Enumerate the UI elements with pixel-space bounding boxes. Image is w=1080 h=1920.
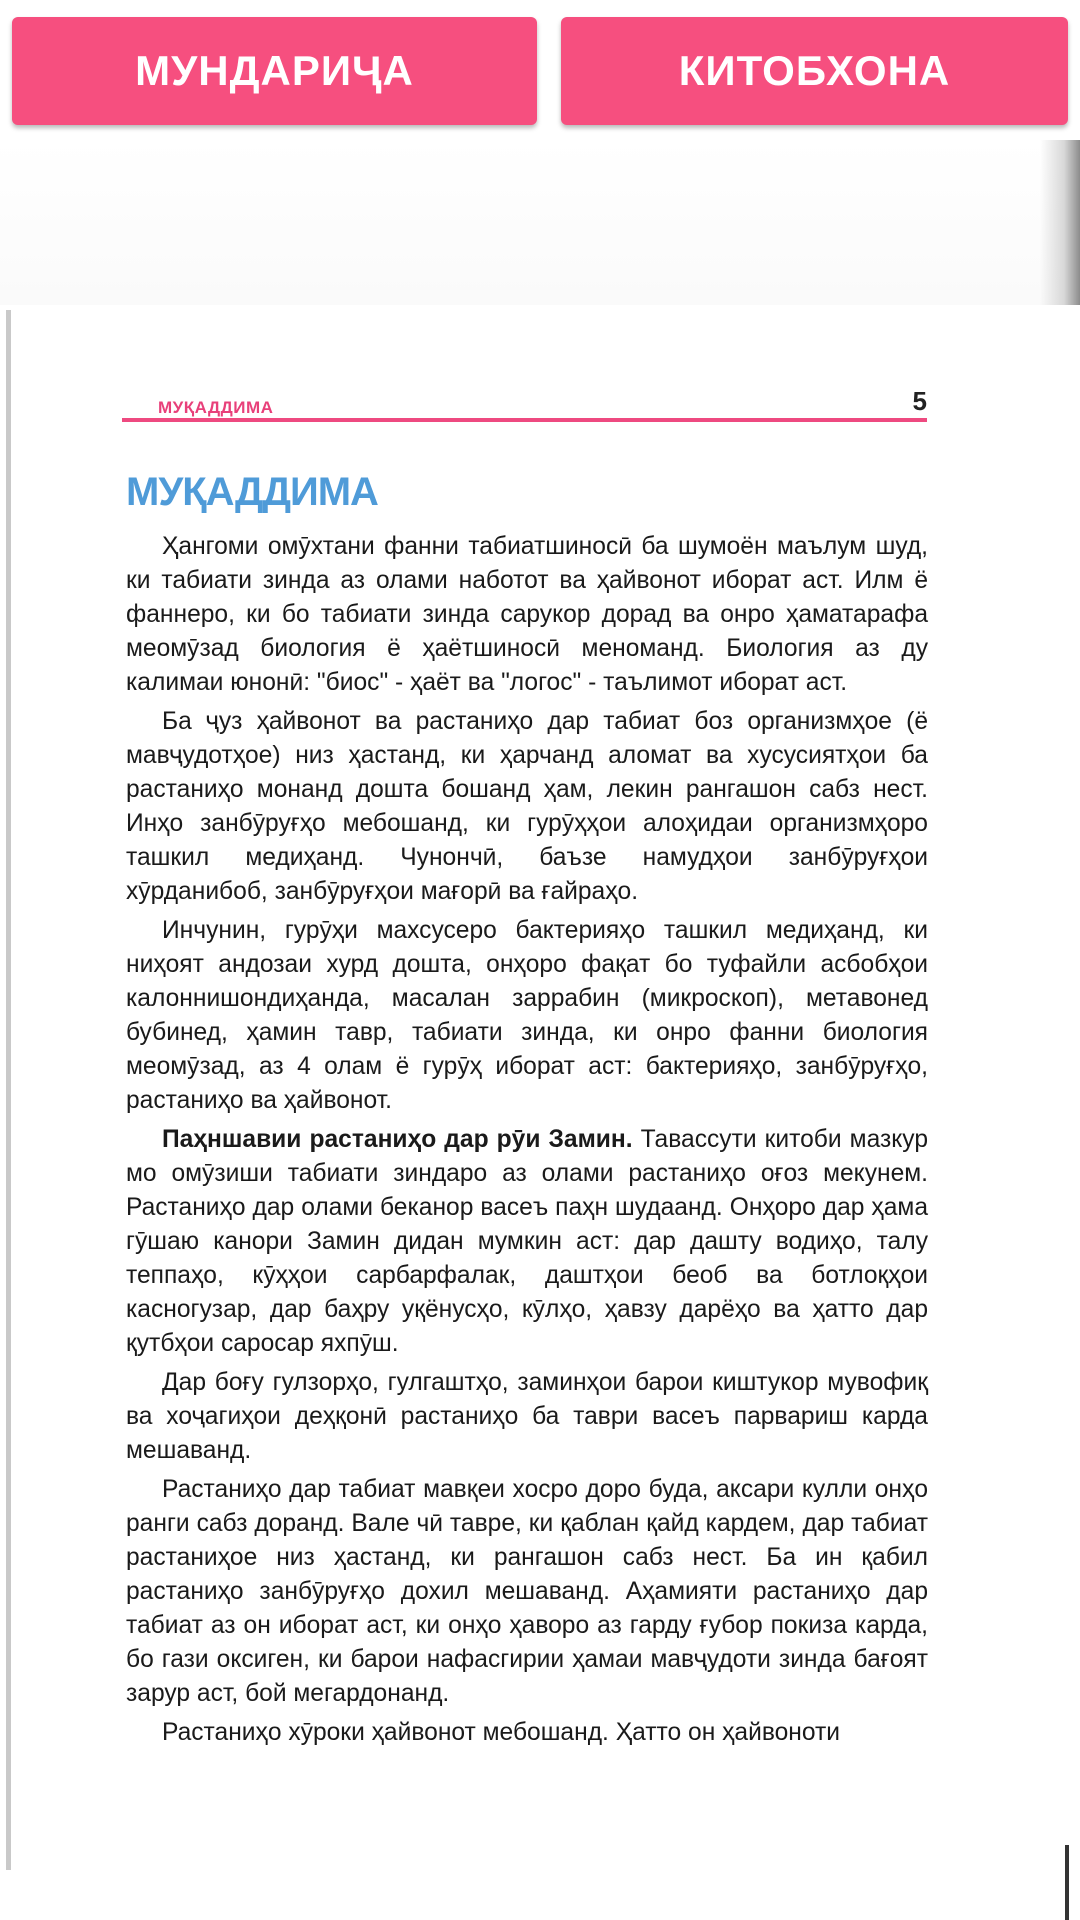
paragraph: Инчунин, гурӯҳи махсусеро бактерияҳо ташкил медиҳанд, ки ниҳоят андозаи хурд дошта, онҳоро фақат бо туфайли асбобҳои калоннишондиҳанда, масалан заррабин (микроскоп), метавонед бубинед, ҳамин тавр, табиати зинда, ки онро фанни биология меомӯзад, аз 4 олам ё гурӯҳ иборат аст: бактерияҳо, занбӯруғҳо, растаниҳо ва ҳайвонот.: [126, 917, 928, 1114]
paragraph: Ба ҷуз ҳайвонот ва растаниҳо дар табиат боз организмҳое (ё мавҷудотҳое) низ ҳастанд, ки ҳарчанд аломат ва хусусиятҳои ба растаниҳо монанд дошта бошанд ҳам, лекин рангашон сабз нест. Инҳо занбӯруғҳо мебошанд, ки гурӯҳҳои алоҳидаи организмҳоро ташкил медиҳанд. Чунончӣ, баъзе намудҳои занбӯруғҳои хӯрданибоб, занбӯруғҳои мағорӣ ва ғайраҳо.: [126, 708, 928, 905]
header-rule: [122, 418, 927, 422]
paragraph: [126, 1123, 928, 1361]
page-number: 5: [912, 386, 927, 416]
page-edge-shadow: [1040, 140, 1080, 305]
library-button[interactable]: КИТОБХОНА: [561, 17, 1068, 125]
paragraph-bold-lead: Паҳншавии растаниҳо дар рӯи Замин.: [162, 1126, 633, 1153]
paragraph: Растаниҳо хӯроки ҳайвонот мебошанд. Ҳатто он ҳайвоноти: [162, 1719, 841, 1746]
paragraph: Дар боғу гулзорҳо, гулгаштҳо, заминҳои барои киштукор мувофиқ ва хоҷагиҳои деҳқонӣ растаниҳо ба таври васеъ парвариш карда мешаванд.: [126, 1369, 928, 1464]
paragraph-text: Тавассути китоби мазкур мо омӯзиши табиати зиндаро аз олами растаниҳо оғоз мекунем. Растаниҳо дар олами беканор васеъ паҳн шудаанд. Онҳоро дар ҳама гӯшаю канори Замин дидан мумкин аст: дар дашту водиҳо, талу теппаҳо, кӯҳҳои сарбарфалак, даштҳои беоб ва ботлоқҳои касногузар, дар баҳру уқёнусҳо, кӯлҳо, ҳавзу дарёҳо ва ҳатто дар қутбҳои саросар яхпӯш.: [126, 1126, 928, 1357]
page-edge-shadow-left: [6, 310, 11, 1870]
previous-page-edge: [0, 140, 1080, 305]
page-body-text: [126, 530, 928, 1755]
contents-button[interactable]: МУНДАРИҶА: [12, 17, 537, 125]
running-header-title: МУҚАДДИМА: [158, 398, 274, 417]
page-edge-shadow-bottom-right: [1065, 1845, 1069, 1920]
paragraph: Ҳангоми омӯхтани фанни табиатшиносӣ ба шумоён маълум шуд, ки табиати зинда аз олами наботот ва ҳайвонот иборат аст. Илм ё фаннеро, ки бо табиати зинда сарукор дорад ва онро ҳаматарафа меомӯзад биология ё ҳаётшиносӣ меноманд. Биология аз ду калимаи юнонӣ: "биос" - ҳаёт ва "логос" - таълимот иборат аст.: [126, 533, 928, 696]
book-page-viewer[interactable]: [0, 140, 1080, 1920]
chapter-title: МУҚАДДИМА: [126, 470, 378, 514]
top-toolbar: [0, 0, 1080, 140]
paragraph: Растаниҳо дар табиат мавқеи хосро доро буда, аксари кулли онҳо ранги сабз доранд. Вале чӣ тавре, ки қаблан қайд кардем, дар табиат растаниҳое низ ҳастанд, ки рангашон сабз нест. Ба ин қабил растаниҳо занбӯруғҳо дохил мешаванд. Аҳамияти растаниҳо дар табиат аз он иборат аст, ки онҳо ҳаворо аз гарду ғубор покиза карда, бо гази оксиген, ки барои нафасгирии ҳамаи мавҷудоти зинда бағоят зарур аст, бой мегардонанд.: [126, 1476, 928, 1707]
